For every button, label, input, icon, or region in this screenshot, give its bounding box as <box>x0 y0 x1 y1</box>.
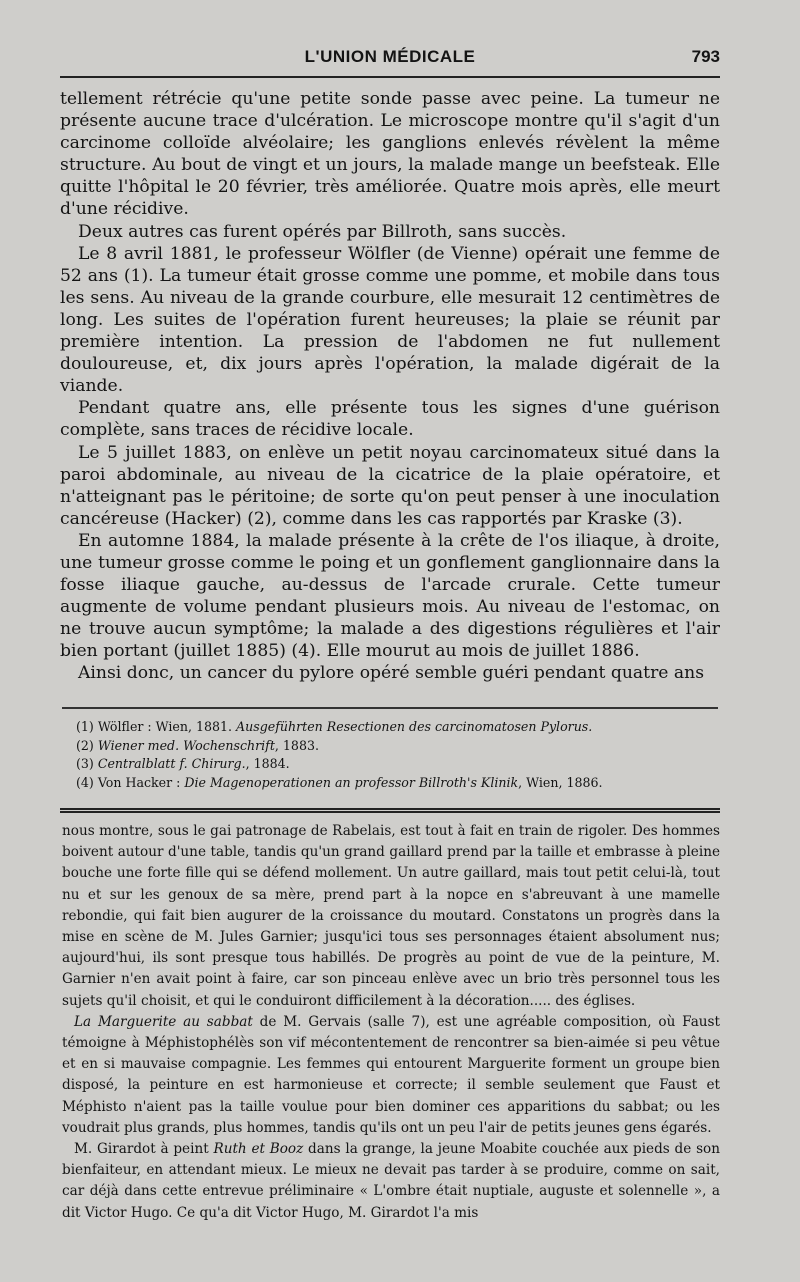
paragraph <box>62 1012 720 1139</box>
footnote-rule <box>62 707 718 709</box>
footnote-1 <box>76 718 720 737</box>
journal-title: L'UNION MÉDICALE <box>304 47 476 66</box>
artwork-title: Ruth et Booz <box>213 1141 304 1158</box>
footnote-3 <box>76 755 720 774</box>
footnote-text: , 1884. <box>245 756 290 771</box>
footnote-citation-title: Wiener med. Wochenschrift <box>97 737 275 753</box>
footnote-text: , Wien, 1886. <box>518 774 603 790</box>
paragraph: Le 8 avril 1881, le professeur Wölfler (de Vienne) opérait une femme de 52 ans (1). La tumeur était grosse comme une pomme, et mobile dans tous les sens. Au niveau de la grande courbure, elle mesurait 12 centimètres de long. Les suites de l'opération furent heureuses; la plaie se réunit par première intention. La pression de l'abdomen ne fut nullement douloureuse, et, dix jours après l'opération, la malade digérait de la viande. <box>60 243 720 397</box>
paragraph: tellement rétrécie qu'une petite sonde passe avec peine. La tumeur ne présente aucune trace d'ulcération. Le microscope montre qu'il s'agit d'un carcinome colloïde alvéolaire; les ganglions enlevés révèlent la même structure. Au bout de vingt et un jours, la malade mange un beefsteak. Elle quitte l'hôpital le 20 février, très améliorée. Quatre mois après, elle meurt d'une récidive. <box>60 89 720 220</box>
paragraph: En automne 1884, la malade présente à la crête de l'os iliaque, à droite, une tumeur grosse comme le poing et un gonflement ganglionnaire dans la fosse iliaque gauche, au-dessus de l'arcade crurale. Cette tumeur augmente de volume pendant plusieurs mois. Au niveau de l'estomac, on ne trouve aucun symptôme; la malade a des digestions régulières et l'air bien portant (juillet 1885) (4). Elle mourut au mois de juillet 1886. <box>60 530 720 662</box>
paragraph: Deux autres cas furent opérés par Billroth, sans succès. <box>78 221 567 242</box>
footnotes <box>76 718 720 792</box>
paragraph: Ainsi donc, un cancer du pylore opéré semble guéri pendant quatre ans <box>78 663 705 684</box>
footnote-text: (1) Wölfler : Wien, 1881. <box>76 719 237 734</box>
footnote-citation-title: Die Magenoperationen an professor Billroth's Klinik <box>184 774 519 790</box>
artwork-title: La Marguerite au sabbat <box>74 1013 253 1030</box>
paragraph-text: de M. Gervais (salle 7), est une agréable composition, où Faust témoigne à Méphistophélès son vif mécontentement de rencontrer sa bien-aimée si peu vêtue et en si mauvaise compagnie. Les femmes qui entourent Marguerite forment un groupe bien disposé, la peinture en est harmonieuse et correcte; il semble seulement que Faust et Méphisto n'aient pas la taille voulue pour bien dominer ces apparitions du sabbat; ou les voudrait plus grands, plus hommes, tandis qu'ils ont un peu l'air de petits jeunes gens égarés. <box>62 1013 720 1136</box>
feuilleton-text <box>62 821 720 1224</box>
header-rule <box>60 76 720 78</box>
footnote-citation-title: Centralblatt f. Chirurg. <box>97 756 246 771</box>
footnote-4 <box>76 774 720 793</box>
footnote-text: , 1883. <box>274 737 319 753</box>
footnote-text: (2) <box>76 737 98 753</box>
footnote-2 <box>76 737 720 756</box>
footnote-citation-title: Ausgeführten Resectionen des carcinomatosen Pylorus. <box>236 719 593 734</box>
paragraph: nous montre, sous le gai patronage de Rabelais, est tout à fait en train de rigoler. Des hommes boivent autour d'une table, tandis qu'un grand gaillard prend par la taille et embrasse à pleine bouche une forte fille qui se défend mollement. Un autre gaillard, mais tout petit celui-là, tout nu et sur les genoux de sa mère, prend part à la nopce en s'abreuvant à une mamelle rebondie, qui fait bien augurer de la croissance du moutard. Constatons un progrès dans la mise en scène de M. Jules Garnier; jusqu'ici tous ses personnages étaient absolument nus; aujourd'hui, ils sont presque tous habillés. De progrès au point de vue de la peinture, M. Garnier n'en avait point à faire, car son pinceau enlève avec un brio très personnel tous les sujets qu'il choisit, et qui le conduiront difficilement à la décoration..... des églises. <box>62 823 720 1009</box>
paragraph-text: M. Girardot à peint <box>74 1141 214 1158</box>
paragraph: Le 5 juillet 1883, on enlève un petit noyau carcinomateux situé dans la paroi abdominale, au niveau de la cicatrice de la plaie opératoire, et n'atteignant pas le péritoine; de sorte qu'on peut penser à une inoculation cancéreuse (Hacker) (2), comme dans les cas rapportés par Kraske (3). <box>60 442 720 529</box>
feuilleton-double-rule <box>60 808 720 813</box>
paragraph: Pendant quatre ans, elle présente tous les signes d'une guérison complète, sans traces de récidive locale. <box>60 398 720 441</box>
paragraph-text: dans la grange, la jeune Moabite couchée aux pieds de son bienfaiteur, en attendant mieux. Le mieux ne devait pas tarder à se produire, comme on sait, car déjà dans cette entrevue préliminaire « L'ombre était nuptiale, auguste et solennelle », a dit Victor Hugo. Ce qu'a dit Victor Hugo, M. Girardot l'a mis <box>62 1141 720 1221</box>
main-text <box>60 88 720 685</box>
paragraph <box>62 1139 720 1224</box>
footnote-text: (4) Von Hacker : <box>76 774 185 790</box>
footnote-text: (3) <box>76 756 98 771</box>
running-header <box>60 44 720 74</box>
page-number: 793 <box>691 47 720 66</box>
